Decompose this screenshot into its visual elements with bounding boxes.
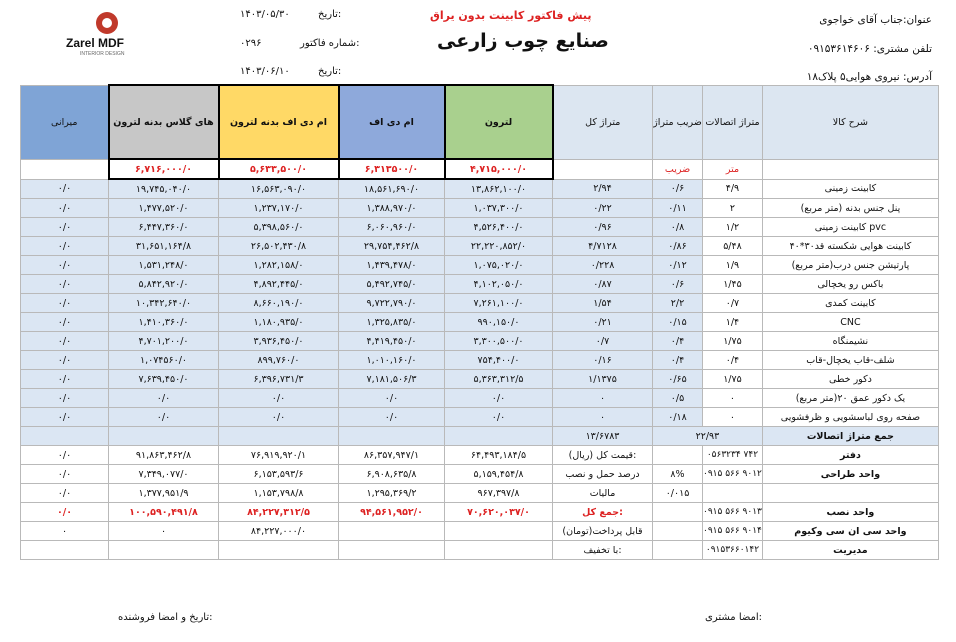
meter-unit: متر <box>703 159 763 179</box>
sum-label: قابل پرداخت(تومان) <box>553 522 653 541</box>
seller-signature: تاریخ و امضا فروشنده: <box>118 612 213 623</box>
cell-coef: ۰/۸۶ <box>653 237 703 256</box>
cell-mirani: ۰/۰ <box>21 332 109 351</box>
sum-contact-label: دفتر <box>762 446 938 465</box>
cell-mdf-latron: ۲۶,۵۰۲,۴۳۰/۸ <box>219 237 339 256</box>
sum-label: درصد حمل و نصب <box>553 465 653 484</box>
table-row <box>21 332 939 351</box>
cell-description: نشیمنگاه <box>762 332 938 351</box>
sum-latron <box>445 522 553 541</box>
cell-mirani: ۰/۰ <box>21 370 109 389</box>
cell-mdf-latron: ۱,۲۳۷,۱۷۰/۰ <box>219 199 339 218</box>
sum-highgloss: ۹۱,۸۶۳,۴۶۲/۸ <box>109 446 219 465</box>
cell-latron: ۴,۵۲۶,۴۰۰/۰ <box>445 218 553 237</box>
col-mirani: میرانی <box>21 85 109 159</box>
cell-mirani: ۰/۰ <box>21 351 109 370</box>
summary-row <box>21 446 939 465</box>
col-mdf-latron: ام دی اف بدنه لترون <box>219 85 339 159</box>
table-row <box>21 370 939 389</box>
logo-text: Zarel MDF <box>66 36 125 50</box>
price-latron: ۴,۷۱۵,۰۰۰/۰ <box>445 159 553 179</box>
table-row <box>21 313 939 332</box>
cell-coef: ۰/۸ <box>653 218 703 237</box>
cell-latron: ۰/۰ <box>445 408 553 427</box>
sum-contact-value <box>703 484 763 503</box>
cell-highgloss: ۱۹,۷۴۵,۰۴۰/۰ <box>109 179 219 199</box>
cell-highgloss: ۱,۴۱۰,۳۶۰/۰ <box>109 313 219 332</box>
summary-row <box>21 484 939 503</box>
logo-subtitle: INTERIOR DESIGN <box>80 51 125 57</box>
cell-description: یک دکور عمق ۲۰(متر مربع) <box>762 389 938 408</box>
cell-mdf-latron: ۸,۶۶۰,۱۹۰/۰ <box>219 294 339 313</box>
sum-highgloss: ۱۰۰,۵۹۰,۴۹۱/۸ <box>109 503 219 522</box>
cell-description: ۴۰*۳۰کابینت هوایی شکسته قد <box>762 237 938 256</box>
cell-coef: ۰/۴ <box>653 351 703 370</box>
sum-contact-label <box>762 484 938 503</box>
cell-mdf-latron: ۴,۸۹۲,۴۴۵/۰ <box>219 275 339 294</box>
customer-address: آدرس: نیروی هوایی۵ پلاک۱۸ <box>806 71 932 83</box>
cell-mdf: ۱,۴۳۹,۴۷۸/۰ <box>339 256 445 275</box>
sum-mdf-latron: ۷۶,۹۱۹,۹۲۰/۱ <box>219 446 339 465</box>
cell-latron: ۴,۱۰۲,۰۵۰/۰ <box>445 275 553 294</box>
cell-highgloss: ۴,۷۰۱,۲۰۰/۰ <box>109 332 219 351</box>
cell-mdf: ۴,۴۱۹,۴۵۰/۰ <box>339 332 445 351</box>
price-mdf-latron: ۵,۶۳۳,۵۰۰/۰ <box>219 159 339 179</box>
col-total: متراژ کل <box>553 85 653 159</box>
cell-meter: ۱/۲ <box>703 218 763 237</box>
coef-unit: ضریب <box>653 159 703 179</box>
sum-latron <box>445 541 553 560</box>
cell-mdf-latron: ۰/۰ <box>219 408 339 427</box>
cell-coef: ۰/۱۵ <box>653 313 703 332</box>
sum-contact-label: واحد طراحی <box>762 465 938 484</box>
cell-mdf: ۱,۰۱۰,۱۶۰/۰ <box>339 351 445 370</box>
sum-highgloss <box>109 541 219 560</box>
sum-contact-value: ۰۹۱۵۳۶۶۰۱۴۲ <box>703 541 763 560</box>
cell-mdf-latron: ۶,۳۹۶,۷۳۱/۳ <box>219 370 339 389</box>
cell-mirani: ۰/۰ <box>21 199 109 218</box>
cell-mdf: ۲۹,۷۵۴,۴۶۲/۸ <box>339 237 445 256</box>
col-latron: لترون <box>445 85 553 159</box>
meter-sum: ۲۲/۹۳ <box>653 427 763 446</box>
cell-latron: ۱,۰۳۷,۳۰۰/۰ <box>445 199 553 218</box>
cell-total: ۰/۹۶ <box>553 218 653 237</box>
cell-total: ۰ <box>553 408 653 427</box>
cell-mirani: ۰/۰ <box>21 294 109 313</box>
sum-label: جمع کل: <box>553 503 653 522</box>
sum-mirani: ۰/۰ <box>21 446 109 465</box>
sum-mdf <box>339 541 445 560</box>
customer-name: عنوان:جناب آقای خواجوی <box>819 14 932 26</box>
cell-total: ۰/۲۲۸ <box>553 256 653 275</box>
cell-total: ۰/۷ <box>553 332 653 351</box>
cell-latron: ۱۳,۸۶۲,۱۰۰/۰ <box>445 179 553 199</box>
cell-coef: ۰/۶ <box>653 179 703 199</box>
cell-meter: ۱/۴۵ <box>703 275 763 294</box>
cell-total: ۰/۲۱ <box>553 313 653 332</box>
cell-meter: ۲ <box>703 199 763 218</box>
date2-label: تاریخ: <box>318 66 342 77</box>
cell-mirani: ۰/۰ <box>21 389 109 408</box>
cell-coef: ۰/۴ <box>653 332 703 351</box>
cell-description: باکس رو یخچالی <box>762 275 938 294</box>
cell-mdf-latron: ۰/۰ <box>219 389 339 408</box>
cell-meter: ۱/۷۵ <box>703 332 763 351</box>
cell-mdf: ۷,۱۸۱,۵۰۶/۳ <box>339 370 445 389</box>
cell-latron: ۷۵۴,۴۰۰/۰ <box>445 351 553 370</box>
cell-latron: ۲۲,۲۲۰,۸۵۲/۰ <box>445 237 553 256</box>
sum-latron: ۶۴,۴۹۳,۱۸۴/۵ <box>445 446 553 465</box>
col-description: شرح کالا <box>762 85 938 159</box>
cell-mdf: ۱,۳۸۸,۹۷۰/۰ <box>339 199 445 218</box>
cell-highgloss: ۶,۴۴۷,۳۶۰/۰ <box>109 218 219 237</box>
cell-total: ۰/۸۷ <box>553 275 653 294</box>
cell-description: صفحه روی لباسشویی و ظرفشویی <box>762 408 938 427</box>
sum-mirani: ۰/۰ <box>21 503 109 522</box>
sum-contact-value: ۰۹۱۵ ۵۶۶ ۹۰۱۲ <box>703 465 763 484</box>
cell-total: ۰/۱۶ <box>553 351 653 370</box>
sum-percent: ۸% <box>653 465 703 484</box>
cell-description: پنل جنس بدنه (متر مربع) <box>762 199 938 218</box>
sum-contact-value: ۰۹۱۵ ۵۶۶ ۹۰۱۳ <box>703 503 763 522</box>
cell-latron: ۵,۳۶۳,۳۱۲/۵ <box>445 370 553 389</box>
cell-latron: ۰/۰ <box>445 389 553 408</box>
cell-latron: ۱,۰۷۵,۰۲۰/۰ <box>445 256 553 275</box>
sum-contact-label: مدیریت <box>762 541 938 560</box>
cell-mdf-latron: ۱,۲۸۲,۱۵۸/۰ <box>219 256 339 275</box>
table-row <box>21 256 939 275</box>
cell-latron: ۷,۲۶۱,۱۰۰/۰ <box>445 294 553 313</box>
cell-meter: ۰/۴ <box>703 351 763 370</box>
cell-coef: ۰/۱۱ <box>653 199 703 218</box>
sum-mirani: ۰/۰ <box>21 484 109 503</box>
cell-total: ۴/۷۱۲۸ <box>553 237 653 256</box>
sum-mdf: ۶,۹۰۸,۶۳۵/۸ <box>339 465 445 484</box>
customer-phone: تلفن مشتری: ۰۹۱۵۳۶۱۴۶۰۶ <box>807 43 932 55</box>
sum-mdf-latron <box>219 541 339 560</box>
cell-mirani: ۰/۰ <box>21 408 109 427</box>
sum-contact-label: واحد سی ان سی وکیوم <box>762 522 938 541</box>
logo-icon <box>96 12 118 34</box>
cell-description: شلف-قاب یخچال-قاب <box>762 351 938 370</box>
sum-contact-value: ۰۹۱۵ ۵۶۶ ۹۰۱۴ <box>703 522 763 541</box>
cell-mdf: ۵,۴۹۲,۷۴۵/۰ <box>339 275 445 294</box>
cell-mirani: ۰/۰ <box>21 275 109 294</box>
cell-total: ۲/۹۴ <box>553 179 653 199</box>
sum-mdf: ۹۴,۵۶۱,۹۵۲/۰ <box>339 503 445 522</box>
cell-mirani: ۰/۰ <box>21 313 109 332</box>
cell-meter: ۰ <box>703 389 763 408</box>
cell-mdf: ۱۸,۵۶۱,۶۹۰/۰ <box>339 179 445 199</box>
cell-mdf-latron: ۳,۹۳۶,۴۵۰/۰ <box>219 332 339 351</box>
cell-mirani: ۰/۰ <box>21 179 109 199</box>
summary-row <box>21 503 939 522</box>
price-highgloss: ۶,۷۱۶,۰۰۰/۰ <box>109 159 219 179</box>
cell-latron: ۹۹۰,۱۵۰/۰ <box>445 313 553 332</box>
cell-highgloss: ۵,۸۴۲,۹۲۰/۰ <box>109 275 219 294</box>
cell-meter: ۵/۴۸ <box>703 237 763 256</box>
cell-description: دکور خطی <box>762 370 938 389</box>
cell-mdf-latron: ۱۶,۵۶۳,۰۹۰/۰ <box>219 179 339 199</box>
cell-mdf: ۱,۳۲۵,۸۳۵/۰ <box>339 313 445 332</box>
cell-highgloss: ۷,۶۳۹,۴۵۰/۰ <box>109 370 219 389</box>
cell-mirani: ۰/۰ <box>21 237 109 256</box>
cell-mdf: ۰/۰ <box>339 389 445 408</box>
sum-mirani <box>21 541 109 560</box>
sum-mirani: ۰ <box>21 522 109 541</box>
cell-coef: ۰/۱۸ <box>653 408 703 427</box>
cell-highgloss: ۱,۵۳۱,۲۴۸/۰ <box>109 256 219 275</box>
sum-percent <box>653 446 703 465</box>
table-row <box>21 351 939 370</box>
cell-highgloss: ۱,۴۷۷,۵۲۰/۰ <box>109 199 219 218</box>
date2-value: ۱۴۰۳/۰۶/۱۰ <box>240 66 290 77</box>
table-row <box>21 199 939 218</box>
cell-meter: ۰ <box>703 408 763 427</box>
sum-highgloss: ۷,۳۴۹,۰۷۷/۰ <box>109 465 219 484</box>
cell-description: CNC <box>762 313 938 332</box>
sum-percent: ۰/۰۱۵ <box>653 484 703 503</box>
sum-latron: ۹۶۷,۳۹۷/۸ <box>445 484 553 503</box>
invoice-label: شماره فاکتور: <box>300 38 360 49</box>
cell-total: ۱/۱۳۷۵ <box>553 370 653 389</box>
sum-mdf <box>339 522 445 541</box>
table-row <box>21 294 939 313</box>
cell-total: ۱/۵۴ <box>553 294 653 313</box>
cell-meter: ۱/۷۵ <box>703 370 763 389</box>
cell-total: ۰/۲۲ <box>553 199 653 218</box>
table-row <box>21 237 939 256</box>
sum-contact-value: ۰۵۶۳۲۳۴ ۷۴۲ <box>703 446 763 465</box>
company-name: صنایع چوب زارعی <box>437 30 609 52</box>
sum-label: قیمت کل (ریال): <box>553 446 653 465</box>
summary-row <box>21 541 939 560</box>
sum-mdf-latron: ۸۴,۲۲۷,۰۰۰/۰ <box>219 522 339 541</box>
cell-description: کابینت زمینی pvc <box>762 218 938 237</box>
cell-highgloss: ۳۱,۶۵۱,۱۶۴/۸ <box>109 237 219 256</box>
invoice-number: ۰۲۹۶ <box>240 38 262 49</box>
table-row <box>21 275 939 294</box>
sum-contact-label: واحد نصب <box>762 503 938 522</box>
customer-signature: امضا مشتری: <box>705 612 763 623</box>
summary-row <box>21 522 939 541</box>
cell-mdf-latron: ۵,۳۹۸,۵۶۰/۰ <box>219 218 339 237</box>
cell-meter: ۱/۹ <box>703 256 763 275</box>
col-highgloss: های گلاس بدنه لترون <box>109 85 219 159</box>
sum-percent <box>653 541 703 560</box>
cell-description: کابینت زمینی <box>762 179 938 199</box>
col-meter: متراژ اتصالات <box>703 85 763 159</box>
sum-latron: ۵,۱۵۹,۴۵۴/۸ <box>445 465 553 484</box>
sum-percent <box>653 522 703 541</box>
cell-mirani: ۰/۰ <box>21 218 109 237</box>
invoice-title: پیش فاکتور کابینت بدون یراق <box>430 9 592 22</box>
cell-highgloss: ۰/۰ <box>109 408 219 427</box>
price-mdf: ۶,۳۱۳۵۰۰/۰ <box>339 159 445 179</box>
sum-latron: ۷۰,۶۲۰,۰۳۷/۰ <box>445 503 553 522</box>
cell-mdf-latron: ۱,۱۸۰,۹۳۵/۰ <box>219 313 339 332</box>
date-value: ۱۴۰۳/۰۵/۳۰ <box>240 9 290 20</box>
cell-latron: ۳,۳۰۰,۵۰۰/۰ <box>445 332 553 351</box>
sum-mdf-latron: ۱,۱۵۳,۷۹۸/۸ <box>219 484 339 503</box>
sum-mdf-latron: ۸۴,۲۲۷,۳۱۲/۵ <box>219 503 339 522</box>
cell-meter: ۴/۹ <box>703 179 763 199</box>
table-row <box>21 179 939 199</box>
sum-mdf: ۱,۲۹۵,۳۶۹/۲ <box>339 484 445 503</box>
cell-mdf: ۶,۰۶۰,۹۶۰/۰ <box>339 218 445 237</box>
date-label: تاریخ: <box>318 9 342 20</box>
table-row <box>21 218 939 237</box>
cell-highgloss: ۱۰,۳۴۲,۶۴۰/۰ <box>109 294 219 313</box>
cell-total: ۰ <box>553 389 653 408</box>
cell-mdf-latron: ۸۹۹,۷۶۰/۰ <box>219 351 339 370</box>
cell-description: کابینت کمدی <box>762 294 938 313</box>
sum-label: مالیات <box>553 484 653 503</box>
cell-coef: ۰/۶۵ <box>653 370 703 389</box>
sum-highgloss: ۱,۳۷۷,۹۵۱/۹ <box>109 484 219 503</box>
table-row <box>21 389 939 408</box>
total-meter-sum: ۱۳/۶۷۸۳ <box>553 427 653 446</box>
cell-meter: ۰/۷ <box>703 294 763 313</box>
cell-description: پارتیشن جنس درب(متر مربع) <box>762 256 938 275</box>
sum-mirani: ۰/۰ <box>21 465 109 484</box>
sum-highgloss: ۰ <box>109 522 219 541</box>
invoice-table <box>20 84 939 560</box>
meter-sum-label: جمع متراژ اتصالات <box>762 427 938 446</box>
cell-meter: ۱/۴ <box>703 313 763 332</box>
cell-mdf: ۰/۰ <box>339 408 445 427</box>
cell-coef: ۲/۲ <box>653 294 703 313</box>
sum-mdf: ۸۶,۳۵۷,۹۴۷/۱ <box>339 446 445 465</box>
cell-highgloss: ۰/۰ <box>109 389 219 408</box>
sum-label: با تخفیف: <box>553 541 653 560</box>
summary-row <box>21 465 939 484</box>
cell-mirani: ۰/۰ <box>21 256 109 275</box>
col-mdf: ام دی اف <box>339 85 445 159</box>
col-coef: ضریب متراژ <box>653 85 703 159</box>
sum-percent <box>653 503 703 522</box>
cell-highgloss: ۱,۰۷۴۵۶۰/۰ <box>109 351 219 370</box>
table-row <box>21 408 939 427</box>
cell-coef: ۰/۵ <box>653 389 703 408</box>
cell-coef: ۰/۱۲ <box>653 256 703 275</box>
cell-coef: ۰/۶ <box>653 275 703 294</box>
cell-mdf: ۹,۷۲۲,۷۹۰/۰ <box>339 294 445 313</box>
sum-mdf-latron: ۶,۱۵۳,۵۹۳/۶ <box>219 465 339 484</box>
